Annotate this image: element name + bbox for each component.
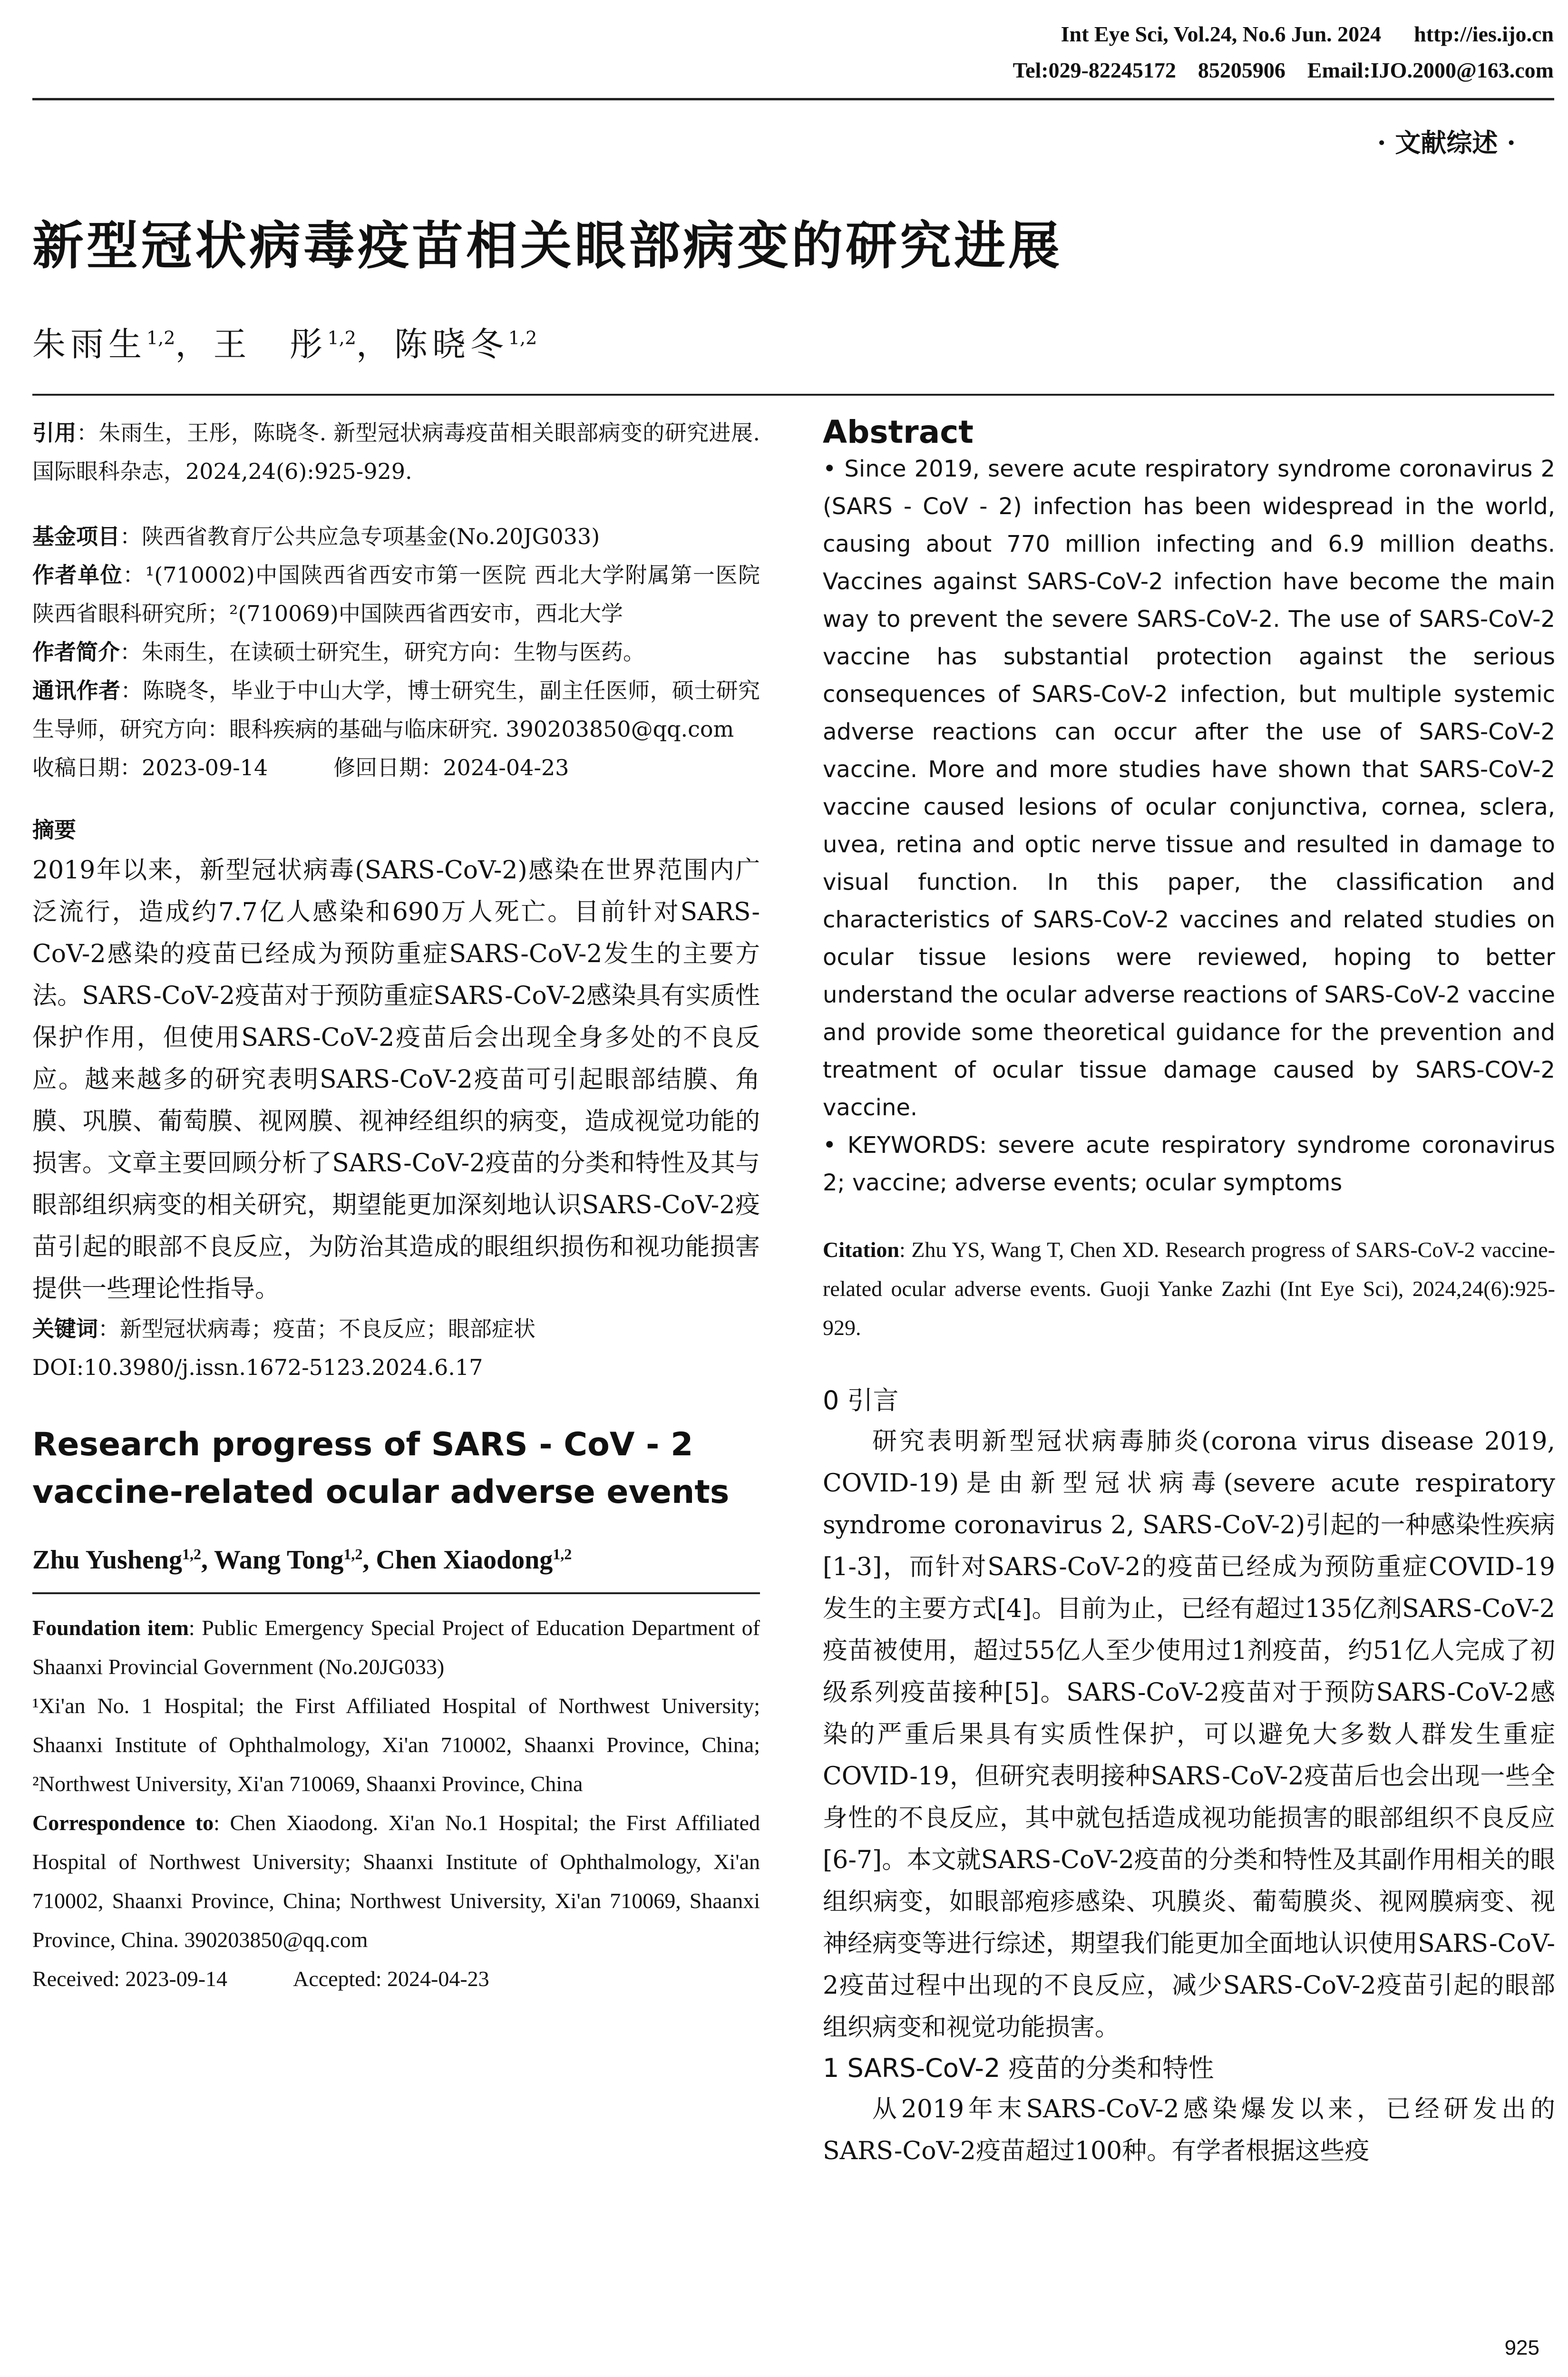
section-tag: · 文献综述 · xyxy=(1377,127,1516,158)
author-affiliation-mark: 1,2 xyxy=(508,327,537,349)
author-name: 陈晓冬 xyxy=(394,325,508,364)
received-en: Received: 2023-09-14 Accepted: 2024-04-23 xyxy=(32,1967,489,1991)
fund-info: 基金项目：陕西省教育厅公共应急专项基金(No.20JG033) xyxy=(32,524,600,549)
foundation-item: Foundation item: Public Emergency Special Project of Education Department of Shaanxi Provincial Government (No.20JG033) xyxy=(32,1616,760,1679)
english-author-rule xyxy=(32,1575,760,1594)
section1-heading: 1 SARS-CoV-2 疫苗的分类和特性 xyxy=(823,2053,1214,2083)
abstract-text-cn: 2019年以来，新型冠状病毒(SARS-CoV-2)感染在世界范围内广泛流行，造成约7.7亿人感染和690万人死亡。目前针对SARS-CoV-2感染的疫苗已经成为预防重症SARS-CoV-2发生的主要方法。SARS-CoV-2疫苗对于预防重症SARS-CoV-2感染具有实质性保护作用，但使用SARS-CoV-2疫苗后会出现全身多处的不良反应。越来越多的研究表明SARS-CoV-2疫苗可引起眼部结膜、角膜、巩膜、葡萄膜、视网膜、视神经组织的病变，造成视觉功能的损害。文章主要回顾分析了SARS-CoV-2疫苗的分类和特性及其与眼部组织病变的相关研究，期望能更加深刻地认识SARS-CoV-2疫苗引起的眼部不良反应，为防治其造成的眼组织损伤和视功能损害提供一些理论性指导。 xyxy=(32,856,760,1303)
affiliations-en: ¹Xi'an No. 1 Hospital; the First Affiliated Hospital of Northwest University; Shaanxi Institute of Ophthalmology, Xi'an 710002, Shaanxi Province, China; ²Northwest University, Xi'an 710069, Shaanxi Province, China xyxy=(32,1694,760,1796)
author-name: 王 彤 xyxy=(213,325,328,364)
correspondence-en: Correspondence to: Chen Xiaodong. Xi'an No.1 Hospital; the First Affiliated Hospital of Northwest University; Shaanxi Institute of Ophthalmology, Xi'an 710002, Shaanxi Province, China; Northwest University, Xi'an 710069, Shaanxi Province, China. 390203850@qq.com xyxy=(32,1811,760,1952)
section1-text: 从2019年末SARS-CoV-2感染爆发以来，已经研发出的SARS-CoV-2疫苗超过100种。有学者根据这些疫 xyxy=(823,2095,1555,2165)
author-affiliation-mark: 1,2 xyxy=(327,327,356,349)
page-title: 新型冠状病毒疫苗相关眼部病变的研究进展 xyxy=(32,216,1063,276)
keywords-cn: 关键词：新型冠状病毒；疫苗；不良反应；眼部症状 xyxy=(32,1316,536,1342)
citation-en: Citation: Zhu YS, Wang T, Chen XD. Research progress of SARS-CoV-2 vaccine-related ocular adverse events. Guoji Yanke Zazhi (Int Eye Sci), 2024,24(6):925-929. xyxy=(823,1237,1555,1340)
english-author-list: Zhu Yusheng$^{1,2}$, Wang Tong$^{1,2}$, Chen Xiaodong$^{1,2}$ xyxy=(32,1545,572,1575)
author-bio: 作者简介：朱雨生，在读硕士研究生，研究方向：生物与医药。 xyxy=(32,639,645,665)
author-list: 朱雨生$^{1,2}$，王 彤$^{1,2}$，陈晓冬$^{1,2}$ xyxy=(32,325,537,364)
journal-header-line2: Tel:029-82245172 85205906 Email:IJO.2000@163.com xyxy=(1013,58,1554,82)
english-title: Research progress of SARS - CoV - 2 vaccine-related ocular adverse events xyxy=(32,1426,730,1511)
abstract-text-en: • Since 2019, severe acute respiratory syndrome coronavirus 2 (SARS - CoV - 2) infection has been widespread in the world, causing about 770 million infecting and 6.9 million deaths. Vaccines against SARS-CoV-2 infection have become the main way to prevent the severe SARS-CoV-2. The use of SARS-CoV-2 vaccine has substantial protection against the serious consequences of SARS-CoV-2 infection, but multiple systemic adverse reactions can occur after the use of SARS-CoV-2 vaccine. More and more studies have shown that SARS-CoV-2 vaccine caused lesions of ocular conjunctiva, cornea, sclera, uvea, retina and optic nerve tissue and resulted in damage to visual function. In this paper, the classification and characteristics of SARS-CoV-2 vaccines and related studies on ocular tissue lesions were reviewed, hoping to better understand the ocular adverse reactions of SARS-CoV-2 vaccine and provide some theoretical guidance for the prevention and treatment of ocular tissue damage caused by SARS-COV-2 vaccine. xyxy=(823,456,1555,1121)
corresponding-author: 通讯作者：陈晓冬，毕业于中山大学，博士研究生，副主任医师，硕士研究生导师，研究方向：眼科疾病的基础与临床研究. 390203850@qq.com xyxy=(32,678,760,742)
left-column xyxy=(32,414,760,1998)
author-unit: 作者单位：¹(710002)中国陕西省西安市第一医院 西北大学附属第一医院 陕西省眼科研究所；²(710069)中国陕西省西安市，西北大学 xyxy=(32,562,760,626)
author-name: 朱雨生 xyxy=(32,325,146,364)
abstract-title-en: Abstract xyxy=(823,414,974,450)
received-dates: 收稿日期：2023-09-14 修回日期：2024-04-23 xyxy=(32,755,569,780)
doi: DOI:10.3980/j.issn.1672-5123.2024.6.17 xyxy=(32,1354,483,1380)
author-affiliation-mark: 1,2 xyxy=(146,327,175,349)
intro-text: 研究表明新型冠状病毒肺炎(corona virus disease 2019, COVID-19)是由新型冠状病毒(severe acute respiratory syndrome coronavirus 2, SARS-CoV-2)引起的一种感染性疾病[1-3]，而针对SARS-CoV-2的疫苗已经成为预防重症COVID-19发生的主要方式[4]。目前为止，已经有超过135亿剂SARS-CoV-2疫苗被使用，超过55亿人至少使用过1剂疫苗，约51亿人完成了初级系列疫苗接种[5]。SARS-CoV-2疫苗对于预防SARS-CoV-2感染的严重后果具有实质性保护，可以避免大多数人群发生重症COVID-19，但研究表明接种SARS-CoV-2疫苗后也会出现一些全身性的不良反应，其中就包括造成视功能损害的眼部组织不良反应[6-7]。本文就SARS-CoV-2疫苗的分类和特性及其副作用相关的眼组织病变，如眼部疱疹感染、巩膜炎、葡萄膜炎、视网膜病变、视神经病变等进行综述，期望我们能更加全面地认识使用SARS-CoV-2疫苗过程中出现的不良反应，减少SARS-CoV-2疫苗引起的眼部组织病变和视觉功能损害。 xyxy=(823,1427,1555,2042)
abstract-title-cn: 摘要 xyxy=(32,817,76,843)
keywords-en: • KEYWORDS: severe acute respiratory syndrome coronavirus 2; vaccine; adverse events; ocular symptoms xyxy=(823,1132,1555,1196)
title-rule xyxy=(32,394,1554,396)
page-number: 925 xyxy=(1504,2336,1539,2359)
citation-cn: 引用：朱雨生，王彤，陈晓冬. 新型冠状病毒疫苗相关眼部病变的研究进展. 国际眼科杂志，2024,24(6):925-929. xyxy=(32,420,760,484)
journal-header-line1: Int Eye Sci, Vol.24, No.6 Jun. 2024 http://ies.ijo.cn xyxy=(1061,22,1554,46)
header-rule xyxy=(32,98,1554,100)
right-column xyxy=(823,414,1555,2172)
intro-heading: 0 引言 xyxy=(823,1385,899,1415)
